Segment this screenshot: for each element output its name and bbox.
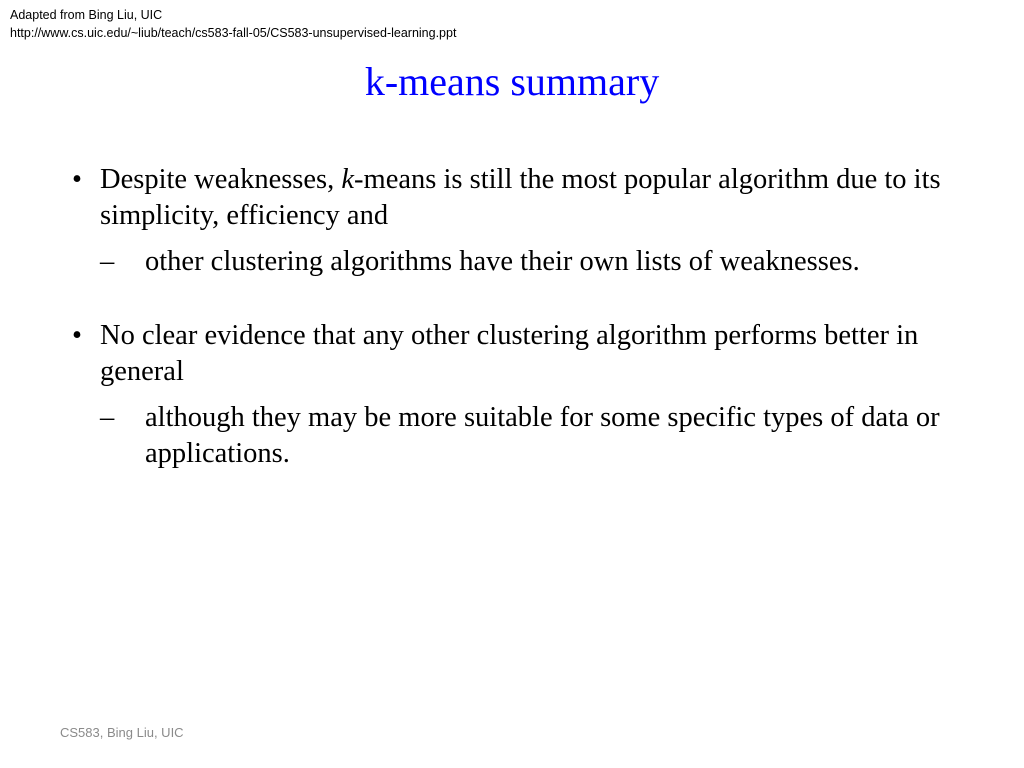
slide-footer: CS583, Bing Liu, UIC [60,725,184,740]
slide-content [72,162,982,472]
bullet-item-1 [72,162,982,234]
bullet-marker: • [72,320,82,351]
bullet-marker: • [72,164,82,195]
sub-bullet-marker: – [100,246,115,277]
sub-bullet-text: although they may be more suitable for some specific types of data or applications. [145,402,940,469]
bullet-item-2 [72,318,982,390]
slide-title: k-means summary [364,59,660,104]
attribution-url: http://www.cs.uic.edu/~liub/teach/cs583-fall-05/CS583-unsupervised-learning.ppt [10,26,457,40]
bullet-text-emphasis: k [341,164,355,195]
sub-bullet-item-2 [72,400,982,472]
attribution [10,6,456,42]
sub-bullet-text: other clustering algorithms have their own lists of weaknesses. [145,246,860,277]
sub-bullet-marker: – [100,402,115,433]
spacer [72,280,982,318]
bullet-text-part: -means is still the most popular algorithm due to its simplicity, efficiency and [100,164,941,231]
attribution-line-1: Adapted from Bing Liu, UIC [10,8,163,22]
sub-bullet-item-1 [72,244,982,280]
bullet-text: No clear evidence that any other clustering algorithm performs better in general [100,320,919,387]
bullet-text-part: Despite weaknesses, [100,164,342,195]
